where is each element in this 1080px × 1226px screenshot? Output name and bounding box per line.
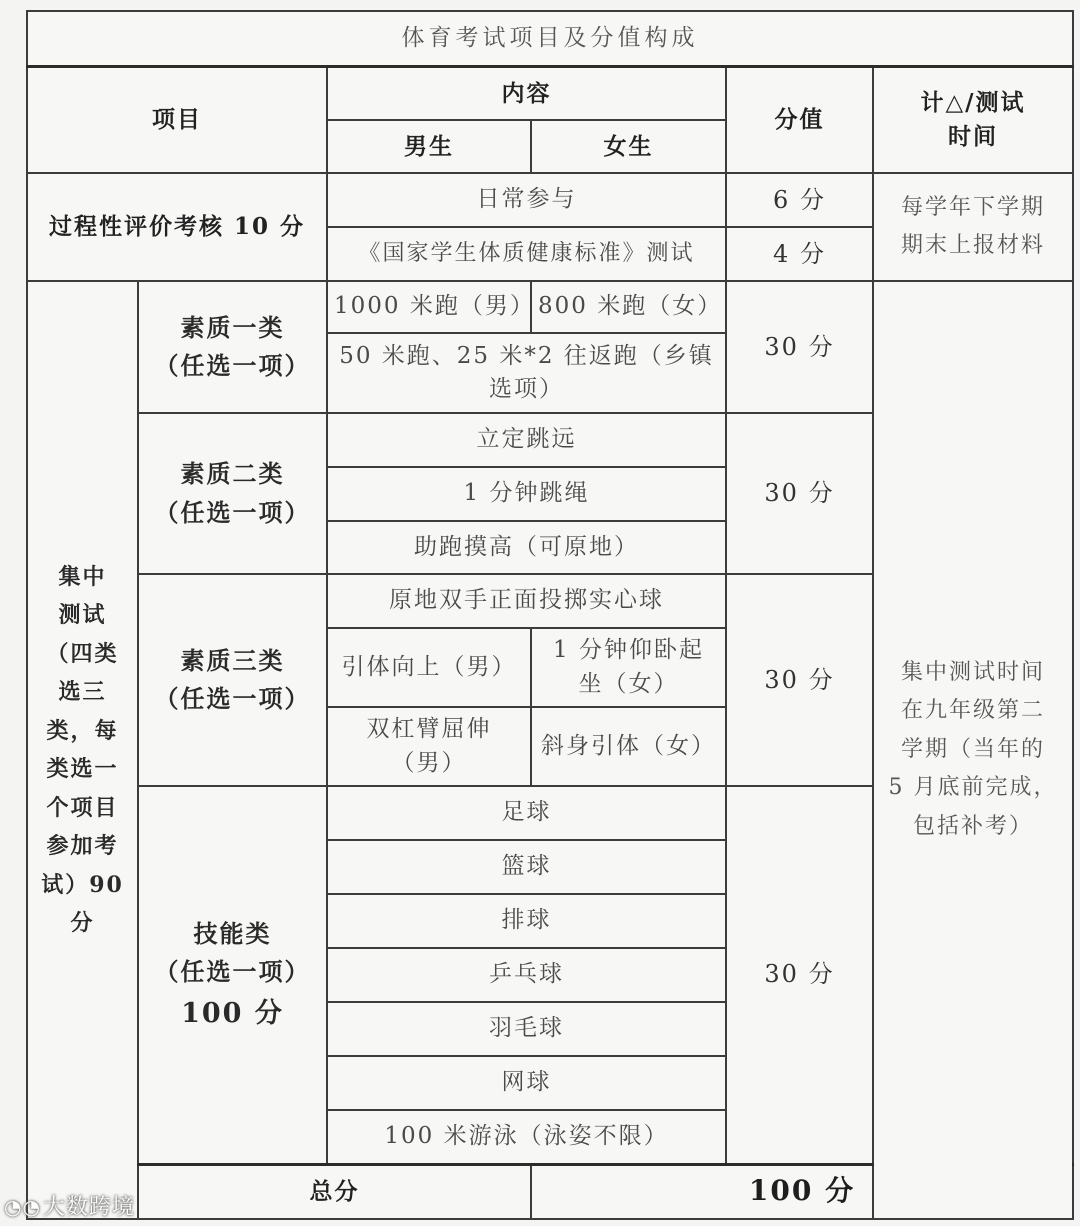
skill-item: 羽毛球 [327, 1002, 726, 1056]
skill-item: 网球 [327, 1056, 726, 1110]
skill-item: 篮球 [327, 840, 726, 894]
exam-score-table [26, 10, 1074, 1220]
category-3-ball: 原地双手正面投掷实心球 [327, 574, 726, 628]
header-score: 分值 [726, 66, 873, 173]
watermark [4, 1190, 135, 1221]
category-3-female-2: 斜身引体（女） [531, 707, 726, 786]
total-label: 总分 [138, 1164, 531, 1219]
process-standard: 《国家学生体质健康标准》测试 [327, 227, 726, 281]
category-1-score: 30 分 [726, 281, 873, 413]
skill-item: 乒乓球 [327, 948, 726, 1002]
process-standard-score: 4 分 [726, 227, 873, 281]
header-content: 内容 [327, 66, 726, 120]
skill-item: 足球 [327, 786, 726, 840]
header-female: 女生 [531, 120, 726, 173]
category-2-item: 助跑摸高（可原地） [327, 521, 726, 574]
header-time: 计△/测试 时间 [873, 66, 1073, 173]
central-test-label: 集中 测试 （四类 选三 类，每 类选一 个项目 参加考 试）90 分 [27, 281, 138, 1219]
category-3-score: 30 分 [726, 574, 873, 786]
total-value: 100 分 [531, 1164, 1073, 1219]
watermark-logo-icon: ◔◔ [4, 1195, 41, 1219]
watermark-text: 大数跨境 [42, 1195, 135, 1220]
process-daily: 日常参与 [327, 173, 726, 227]
process-label: 过程性评价考核 10 分 [27, 173, 327, 281]
category-1-name: 素质一类 （任选一项） [138, 281, 327, 413]
process-time: 每学年下学期 期末上报材料 [873, 173, 1073, 281]
category-3-male-1: 引体向上（男） [327, 628, 531, 707]
skill-item: 100 米游泳（泳姿不限） [327, 1110, 726, 1164]
central-test-time: 集中测试时间 在九年级第二 学期（当年的 5 月底前完成， 包括补考） [873, 281, 1073, 1219]
category-3-name: 素质三类 （任选一项） [138, 574, 327, 786]
skill-score: 30 分 [726, 786, 873, 1164]
category-2-name: 素质二类 （任选一项） [138, 413, 327, 574]
table-title: 体育考试项目及分值构成 [27, 11, 1073, 66]
category-2-item: 1 分钟跳绳 [327, 467, 726, 521]
category-1-female: 800 米跑（女） [531, 281, 726, 333]
header-item: 项目 [27, 66, 327, 173]
category-1-male: 1000 米跑（男） [327, 281, 531, 333]
process-daily-score: 6 分 [726, 173, 873, 227]
category-2-item: 立定跳远 [327, 413, 726, 467]
category-3-female-1: 1 分钟仰卧起 坐（女） [531, 628, 726, 707]
skill-category [138, 786, 327, 1164]
skill-category-name: 技能类 （任选一项） [154, 918, 311, 987]
category-2-score: 30 分 [726, 413, 873, 574]
skill-item: 排球 [327, 894, 726, 948]
skill-category-points: 100 分 [181, 997, 284, 1029]
header-male: 男生 [327, 120, 531, 173]
category-1-both: 50 米跑、25 米*2 往返跑（乡镇 选项） [327, 333, 726, 413]
category-3-male-2: 双杠臂屈伸 （男） [327, 707, 531, 786]
